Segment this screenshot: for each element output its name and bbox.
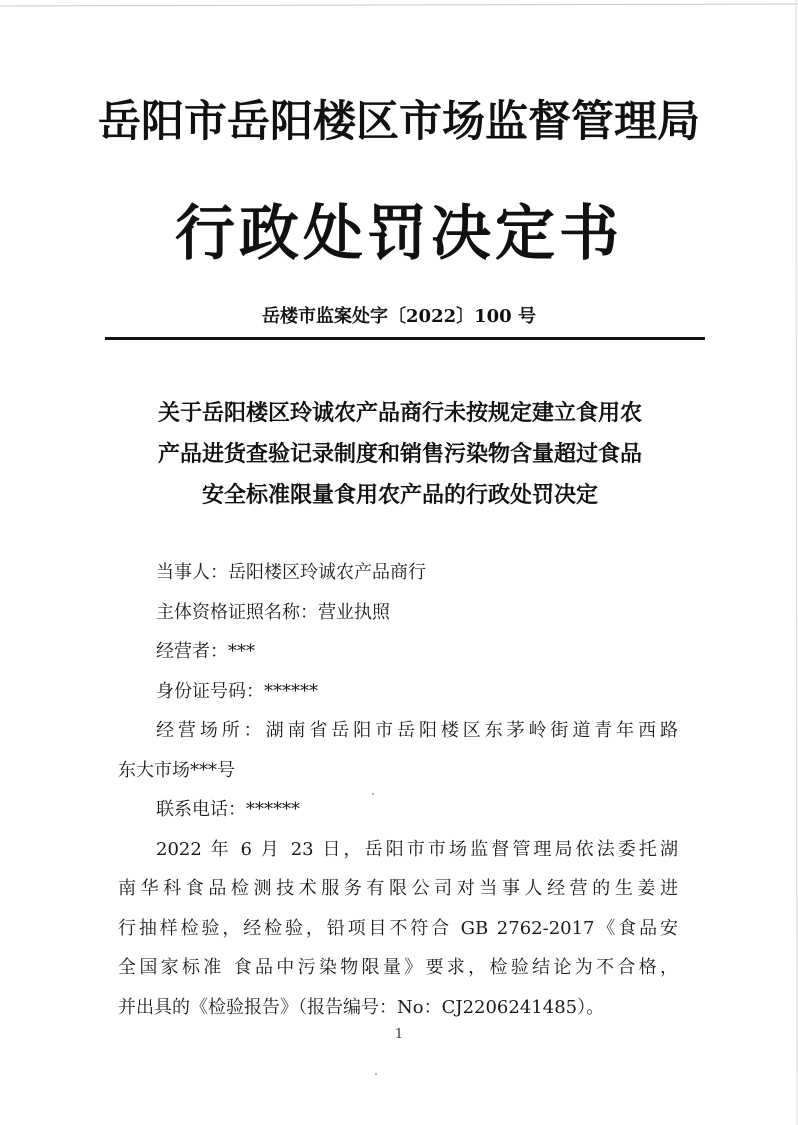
subject-line: 安全标准限量食用农产品的行政处罚决定: [201, 483, 598, 508]
document-number: 岳楼市监案处字〔2022〕100 号: [262, 306, 536, 327]
id-number: 身份证号码：******: [156, 680, 318, 702]
subject-line: 关于岳阳楼区玲诚农产品商行未按规定建立食用农: [157, 401, 642, 426]
agency-title: 岳阳市岳阳楼区市场监督管理局: [98, 97, 700, 147]
header-divider: [105, 337, 705, 340]
license-name: 主体资格证照名称：营业执照: [156, 601, 390, 623]
page-number: 1: [394, 1027, 404, 1042]
subject-line: 产品进货查验记录制度和销售污染物含量超过食品: [157, 442, 642, 467]
party-name: 当事人：岳阳楼区玲诚农产品商行: [156, 562, 426, 583]
facts-paragraph-line: 行抽样检验，经检验，铅项目不符合 GB 2762-2017《食品安: [118, 917, 678, 939]
scan-speck: [375, 1073, 377, 1075]
document-body: [118, 553, 678, 1027]
facts-paragraph-line: 并出具的《检验报告》（报告编号：No：CJ2206241485）。: [118, 996, 605, 1018]
contact-phone: 联系电话：******: [156, 799, 300, 820]
scan-speck: [372, 793, 374, 795]
facts-paragraph-line: 全国家标准 食品中污染物限量》要求，检验结论为不合格，: [118, 957, 678, 978]
business-address-continued: 东大市场***号: [118, 759, 235, 781]
operator: 经营者：***: [156, 641, 255, 662]
facts-paragraph-line: 2022 年 6 月 23 日，岳阳市市场监督管理局依法委托湖: [156, 838, 678, 860]
business-address: 经营场所：湖南省岳阳市岳阳楼区东茅岭街道青年西路: [156, 720, 678, 741]
decision-subject: [110, 393, 690, 516]
document-type-title: 行政处罚决定书: [175, 199, 623, 269]
facts-paragraph-line: 南华科食品检测技术服务有限公司对当事人经营的生姜进: [118, 878, 678, 899]
